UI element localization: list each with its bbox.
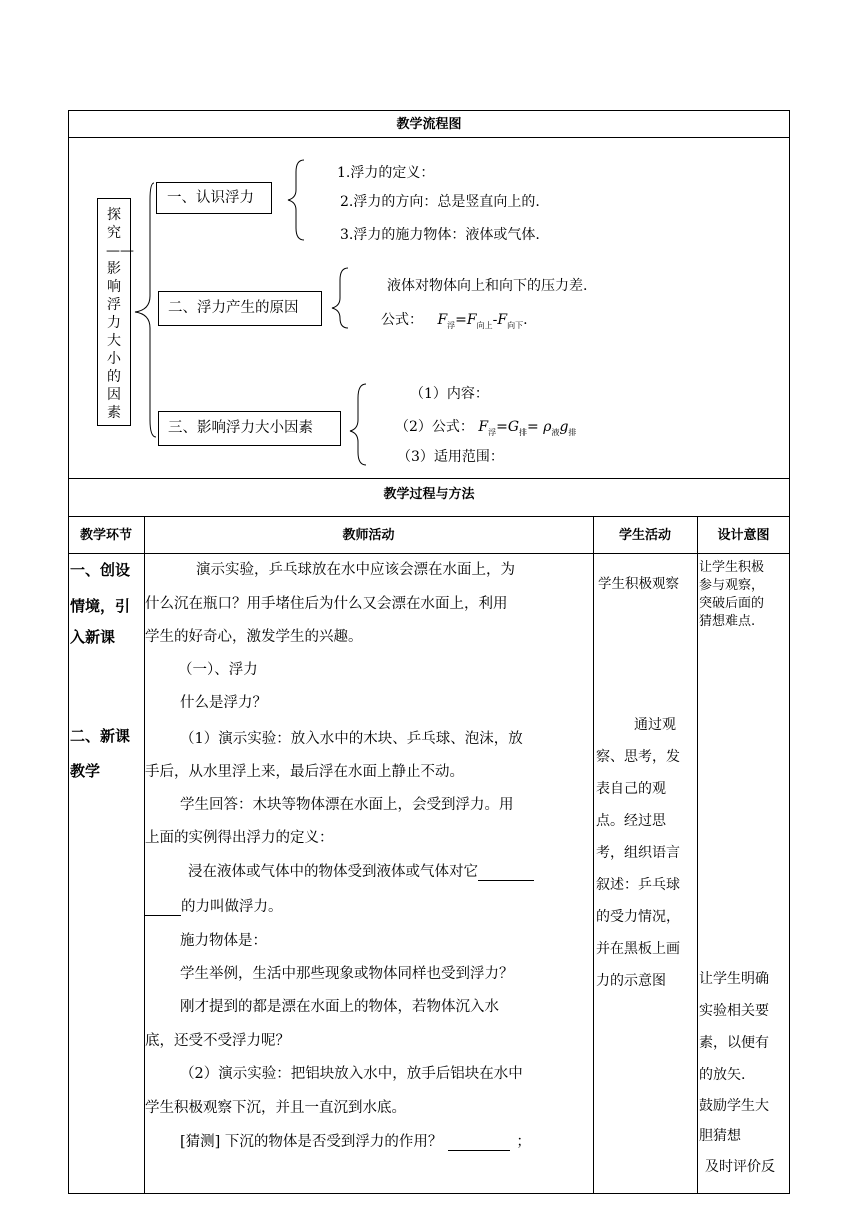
teacher-line-9: 上面的实例得出浮力的定义： (145, 830, 334, 846)
branch2-formula-label: 公式： (381, 312, 423, 328)
teacher-line-12: 施力物体是： (180, 933, 267, 949)
col-header-student: 学生活动 (618, 528, 671, 543)
intent-s2-line-4: 的放矢. (699, 1067, 746, 1083)
teacher-line-1: 演示实验，乒乓球放在水中应该会漂在水面上，为 (196, 562, 515, 578)
teacher-line-4: （一）、浮力 (178, 662, 258, 678)
branch3-label: 三、影响浮力大小因素 (168, 420, 313, 436)
sub-float: 浮 (488, 427, 497, 437)
branch3-formula-label: （2）公式： (395, 419, 474, 435)
branch2-formula (381, 311, 528, 335)
student-s2-line-1: 通过观 (634, 717, 676, 733)
intent-s2-line-6: 胆猜想 (699, 1128, 741, 1144)
teacher-line-18 (180, 1133, 531, 1151)
student-s2-line-4: 点。经过思 (596, 813, 666, 829)
teacher-line-16: （2）演示实验：把铝块放入水中，放手后铝块在水中 (180, 1066, 523, 1082)
stage1-line-1: 一、创设 (70, 561, 131, 579)
branch3-item-1: （1）内容： (410, 386, 489, 402)
stage2-line-1: 二、新课 (70, 727, 131, 745)
teacher-line-14: 刚才提到的都是漂在水面上的物体，若物体沉入水 (180, 999, 499, 1015)
branch1-item-1: 1.浮力的定义： (337, 165, 435, 181)
period: . (523, 312, 528, 328)
intent-s2-line-5: 鼓励学生大 (699, 1098, 769, 1114)
definition-blank-1 (478, 866, 534, 881)
definition-blank-2 (145, 901, 181, 916)
g-symbol: G (507, 419, 520, 435)
flow-root-label: 探究——影响浮力大小的因素 (106, 207, 134, 421)
sub-up: 向上 (476, 320, 493, 330)
branch1-item-3: 3.浮力的施力物体：液体或气体. (340, 227, 540, 243)
sub-down: 向下 (507, 320, 524, 330)
sub-ye: 液 (551, 427, 560, 437)
definition-text: 浸在液体或气体中的物体受到液体或气体对它 (188, 864, 478, 880)
sub-pai: 排 (519, 427, 528, 437)
teacher-line-11 (145, 898, 283, 916)
intent-s2-line-2: 实验相关要 (699, 1003, 769, 1019)
eq-sign: = (455, 312, 467, 328)
guess-blank (448, 1136, 510, 1151)
branch2-brace (332, 268, 348, 328)
teacher-line-8: 学生回答：木块等物体漂在水面上，会受到浮力。用 (180, 797, 514, 813)
teacher-line-15: 底，还受不受浮力呢？ (145, 1033, 290, 1049)
guess-question: [猜测] 下沉的物体是否受到浮力的作用？ (180, 1134, 443, 1150)
intent-s1-line-2: 参与观察， (699, 578, 765, 593)
branch2-label: 二、浮力产生的原因 (168, 300, 299, 316)
teacher-line-10 (188, 863, 534, 881)
g-lower-symbol: g (559, 419, 569, 435)
teacher-line-6: （1）演示实验：放入水中的木块、乒乓球、泡沫，放 (180, 731, 523, 747)
intent-s2-line-1: 让学生明确 (699, 971, 769, 987)
stage2-line-2: 教学 (70, 762, 101, 780)
col-header-intent: 设计意图 (717, 528, 770, 543)
root-brace (135, 183, 156, 437)
intent-s1-line-4: 猜想难点. (699, 614, 756, 629)
teacher-line-5: 什么是浮力？ (180, 695, 267, 711)
sub-float: 浮 (447, 320, 456, 330)
f-symbol: F (478, 419, 489, 435)
student-s2-line-2: 察、思考，发 (596, 749, 680, 765)
guess-tail: ； (516, 1134, 531, 1150)
student-s2-line-8: 并在黑板上画 (596, 941, 680, 957)
buoyancy-formula (437, 312, 527, 328)
definition-tail: 的力叫做浮力。 (181, 899, 283, 915)
student-s2-line-5: 考，组织语言 (596, 845, 680, 861)
student-s1: 学生积极观察 (598, 576, 679, 592)
student-s2-line-6: 叙述：乒乓球 (596, 877, 680, 893)
f-symbol: F (437, 312, 448, 328)
f-symbol: F (466, 312, 477, 328)
col-header-teacher: 教师活动 (342, 528, 395, 543)
branch3-brace (350, 384, 366, 465)
minus-sign: - (492, 312, 498, 328)
f-symbol: F (497, 312, 508, 328)
intent-s1-line-1: 让学生积极 (699, 560, 765, 575)
student-s2-line-9: 力的示意图 (596, 973, 666, 989)
col-header-stage: 教学环节 (79, 528, 132, 543)
branch3-item-3: （3）适用范围： (397, 449, 504, 465)
branch1-item-2: 2.浮力的方向：总是竖直向上的. (340, 194, 540, 210)
stage1-line-2: 情境，引 (70, 597, 131, 615)
student-s2-line-7: 的受力情况， (596, 909, 680, 925)
teacher-line-7: 手后，从水里浮上来，最后浮在水面上静止不动。 (145, 764, 464, 780)
intent-s1-line-3: 突破后面的 (699, 596, 765, 611)
student-s2-line-3: 表自己的观 (596, 781, 666, 797)
teacher-line-13: 学生举例，生活中那些现象或物体同样也受到浮力？ (180, 966, 514, 982)
sub-pai: 排 (568, 427, 577, 437)
archimedes-formula: $F_浮=G_排= \rho_液g_排$ (478, 419, 577, 437)
branch3-formula (395, 418, 576, 442)
teacher-line-3: 学生的好奇心，激发学生的兴趣。 (145, 629, 363, 645)
intent-s2-line-3: 素，以便有 (699, 1035, 769, 1051)
rho-symbol: ρ (543, 419, 552, 435)
stage1-line-3: 入新课 (70, 628, 116, 646)
branch2-item-1: 液体对物体向上和向下的压力差. (387, 278, 588, 294)
branch1-label: 一、认识浮力 (167, 190, 254, 206)
teacher-line-17: 学生积极观察下沉，并且一直沉到水底。 (145, 1100, 406, 1116)
flow-chart-title: 教学流程图 (396, 117, 462, 132)
process-title: 教学过程与方法 (383, 487, 475, 502)
teacher-line-2: 什么沉在瓶口？用手堵住后为什么又会漂在水面上，利用 (145, 596, 508, 612)
branch1-brace (288, 160, 304, 240)
intent-s2-line-7: 及时评价反 (705, 1159, 775, 1175)
